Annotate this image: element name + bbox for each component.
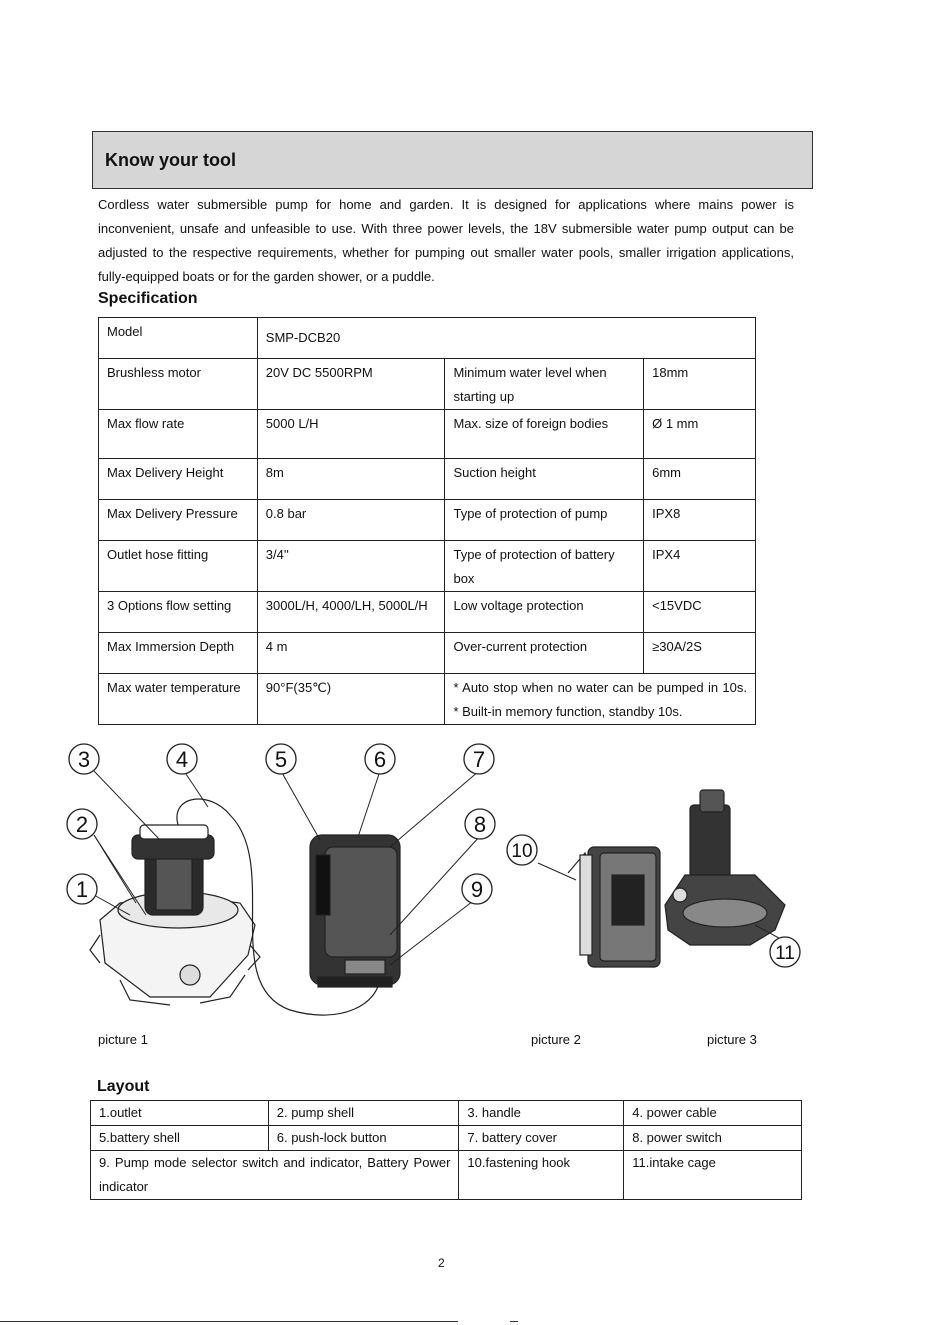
callout-8: 8 [473,812,487,837]
page-number: 2 [438,1256,445,1270]
spec-row [99,410,756,459]
spec-cell: 0.8 bar [257,500,445,541]
spec-cell: Max Immersion Depth [99,633,258,674]
spec-cell: Suction height [445,459,644,500]
spec-note-cell: * Auto stop when no water can be pumped in 10s. * Built-in memory function, standby 10s. [445,674,756,725]
spec-cell: Max water temperature [99,674,258,725]
intro-paragraph: Cordless water submersible pump for home and garden. It is designed for applications where mains power is inconvenient, unsafe and unfeasible to use. With three power levels, the 18V submersible water pump output can be adjusted to the respective requirements, whether for pumping out smaller water pools, smaller irrigation applications, fully-equipped boats or for the garden shower, or a puddle. [98,197,794,284]
spec-cell: 5000 L/H [257,410,445,459]
layout-cell: 8. power switch [624,1126,802,1151]
spec-cell: IPX8 [644,500,756,541]
spec-cell: 8m [257,459,445,500]
pump-rear-drawing [665,790,785,945]
pump-drawing [90,799,400,1015]
layout-row [91,1151,802,1200]
layout-row [91,1101,802,1126]
spec-cell: 4 m [257,633,445,674]
product-illustration [60,735,880,1035]
section-header-bar [92,131,813,189]
spec-cell: IPX4 [644,541,756,592]
layout-cell: 6. push-lock button [268,1126,459,1151]
footer-rule [0,1321,458,1322]
layout-cell: 4. power cable [624,1101,802,1126]
battery-box-side-drawing [568,847,660,967]
spec-cell: SMP-DCB20 [257,318,755,359]
layout-cell: 5.battery shell [91,1126,269,1151]
spec-cell: ≥30A/2S [644,633,756,674]
callout-6: 6 [373,747,387,772]
callout-2: 2 [75,812,89,837]
layout-cell: 1.outlet [91,1101,269,1126]
spec-row [99,459,756,500]
spec-row [99,359,756,410]
spec-heading: Specification [98,290,198,307]
spec-cell: Max flow rate [99,410,258,459]
spec-cell: Low voltage protection [445,592,644,633]
spec-row [99,592,756,633]
layout-row [91,1126,802,1151]
callout-9: 9 [470,877,484,902]
spec-cell: 6mm [644,459,756,500]
callout-7: 7 [472,747,486,772]
callout-1: 1 [75,877,89,902]
spec-cell: 90°F(35℃) [257,674,445,725]
callout-11: 11 [775,943,795,964]
layout-cell: 3. handle [459,1101,624,1126]
spec-cell: Ø 1 mm [644,410,756,459]
spec-cell: Max Delivery Pressure [99,500,258,541]
layout-cell: 10.fastening hook [459,1151,624,1200]
spec-cell: Model [99,318,258,359]
spec-cell: 18mm [644,359,756,410]
section-title: Know your tool [105,150,236,170]
layout-table [90,1100,802,1200]
callout-5: 5 [274,747,288,772]
spec-table [98,317,756,725]
spec-cell: 3000L/H, 4000/LH, 5000L/H [257,592,445,633]
layout-heading: Layout [97,1078,150,1095]
spec-cell: Over-current protection [445,633,644,674]
callout-10: 10 [511,841,533,862]
spec-row [99,541,756,592]
picture-3-label: picture 3 [707,1032,757,1047]
spec-row [99,674,756,725]
spec-cell: Outlet hose fitting [99,541,258,592]
spec-cell: 3 Options flow setting [99,592,258,633]
layout-cell: 9. Pump mode selector switch and indicator, Battery Power indicator [91,1151,459,1200]
spec-cell: 3/4'' [257,541,445,592]
spec-row [99,500,756,541]
spec-cell: Max Delivery Height [99,459,258,500]
layout-cell: 11.intake cage [624,1151,802,1200]
layout-cell: 2. pump shell [268,1101,459,1126]
picture-1-label: picture 1 [98,1032,148,1047]
spec-cell: Type of protection of battery box [445,541,644,592]
spec-cell: Minimum water level when starting up [445,359,644,410]
spec-cell: 20V DC 5500RPM [257,359,445,410]
spec-cell: Brushless motor [99,359,258,410]
footer-rule-mark [510,1321,518,1322]
layout-cell: 7. battery cover [459,1126,624,1151]
spec-cell: <15VDC [644,592,756,633]
callout-3: 3 [77,747,91,772]
spec-row [99,633,756,674]
spec-cell: Max. size of foreign bodies [445,410,644,459]
picture-2-label: picture 2 [531,1032,581,1047]
spec-row-model [99,318,756,359]
spec-cell: Type of protection of pump [445,500,644,541]
callout-4: 4 [175,747,189,772]
